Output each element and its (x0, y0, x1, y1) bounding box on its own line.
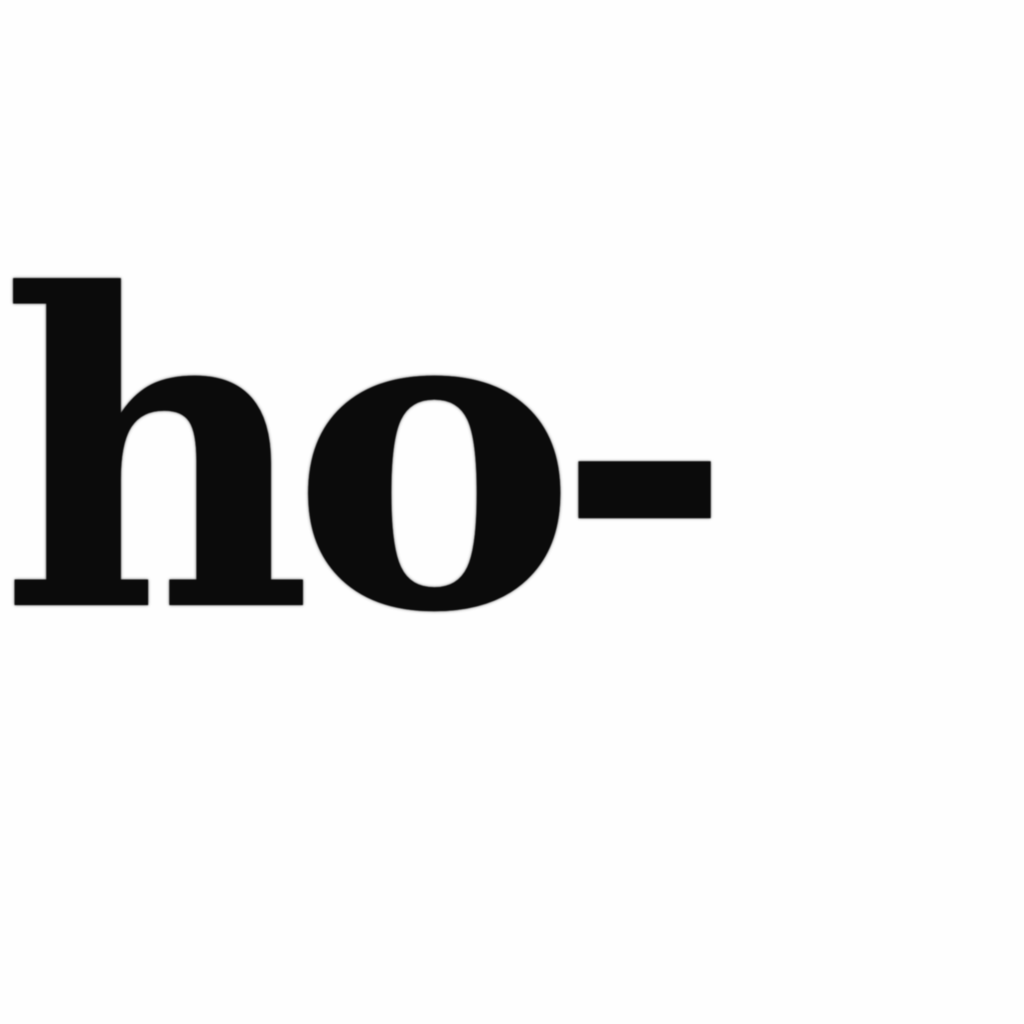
hyphenated-word-fragment: ho- (0, 202, 712, 707)
